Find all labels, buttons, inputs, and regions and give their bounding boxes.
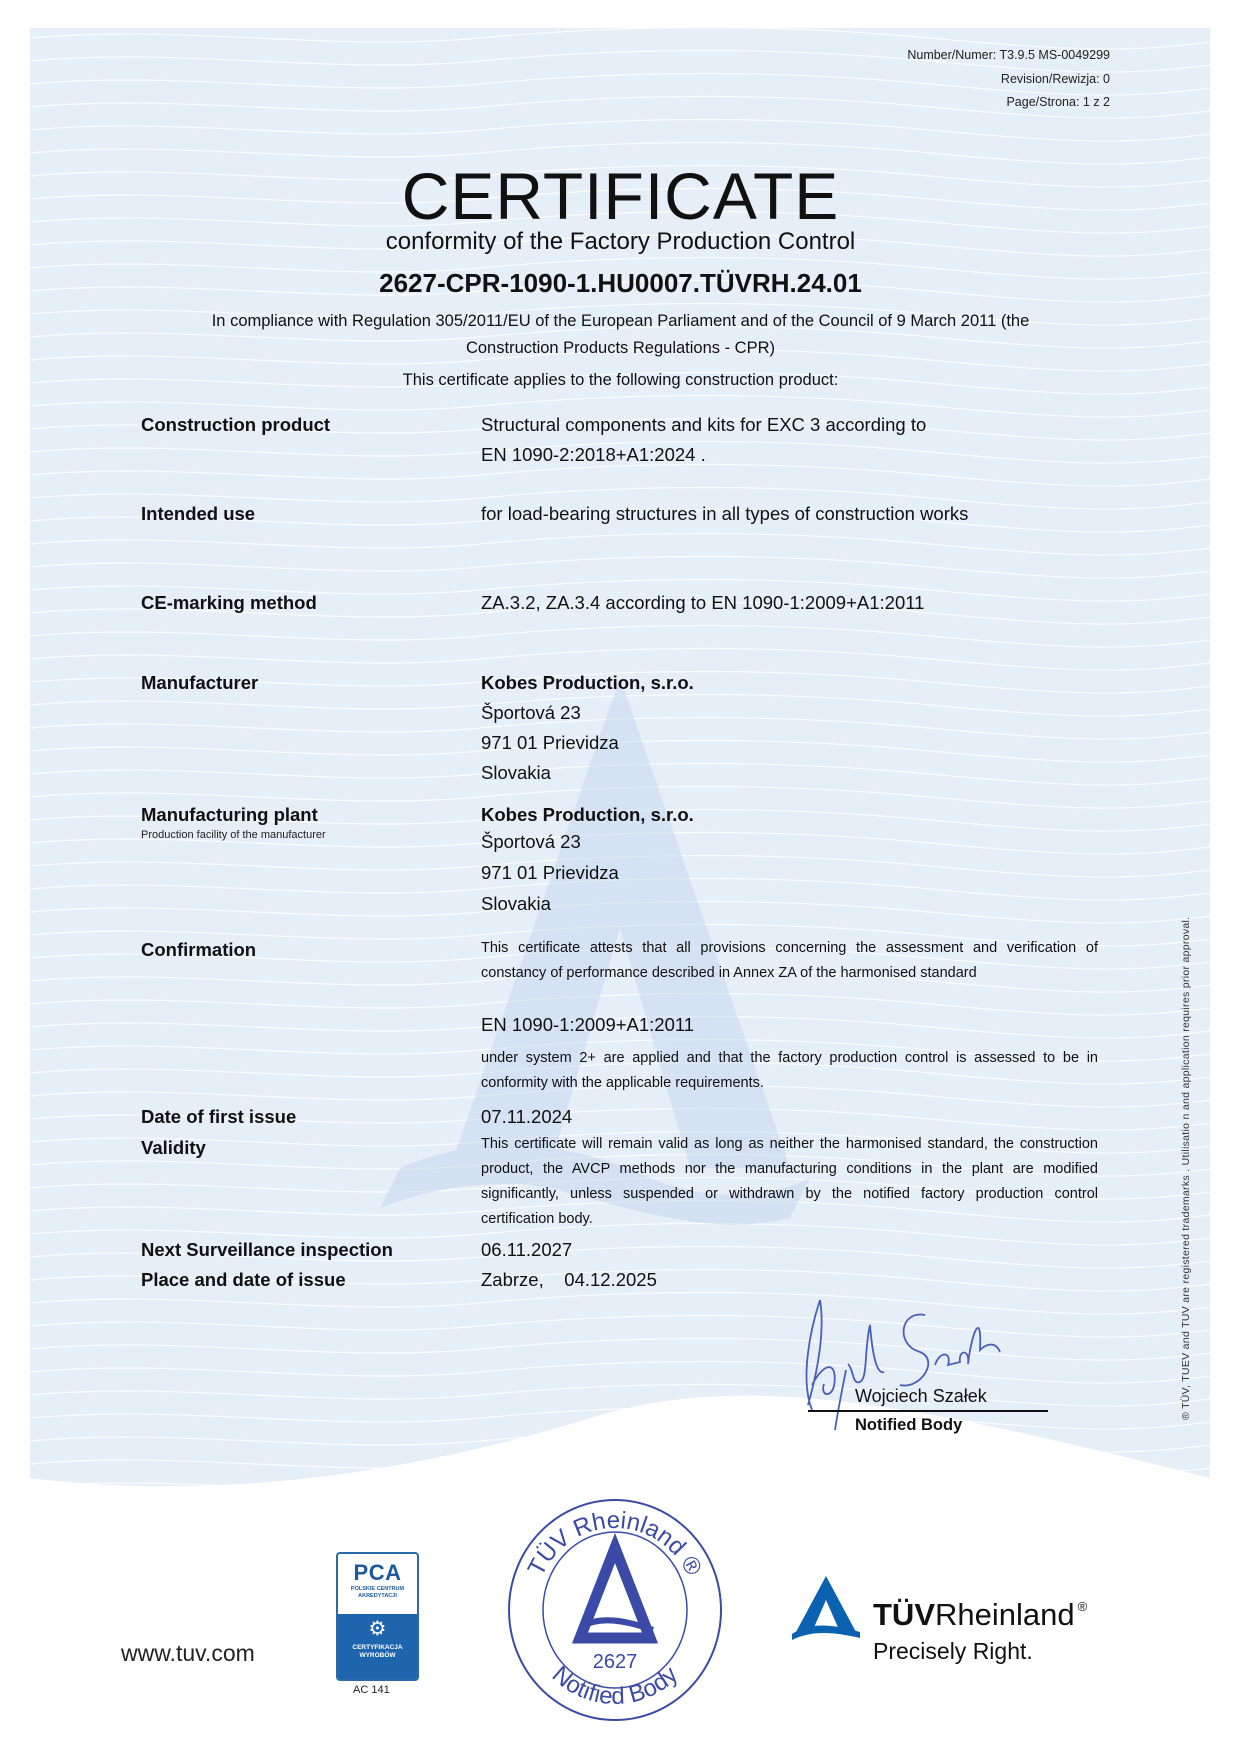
tuv-brand-triangle-icon: [790, 1574, 862, 1640]
confirmation-label: Confirmation: [141, 939, 257, 960]
plant-street: Športová 23: [481, 831, 581, 852]
intended-use-label: Intended use: [141, 503, 256, 524]
notified-body-seal: [505, 1498, 725, 1723]
intended-use-value: for load-bearing structures in all types of construction works: [481, 503, 969, 524]
plant-name: Kobes Production, s.r.o.: [481, 804, 694, 825]
page-subtitle: conformity of the Factory Production Control: [385, 228, 856, 255]
manufacturing-plant-label: Manufacturing plant: [141, 804, 318, 825]
trademark-notice: ® TÜV, TUEV and TUV are registered trademarks . Utilisatio n and application requires prior approval.: [1180, 916, 1192, 1420]
manufacturer-street: Športová 23: [481, 702, 581, 723]
confirmation-text: This certificate attests that all provisions concerning the assessment and verification of constancy of performance described in Annex ZA of the harmonised standard: [481, 940, 1098, 981]
pca-logo-word: PCA: [353, 1560, 402, 1585]
compliance-text-line1: In compliance with Regulation 305/2011/EU of the European Parliament and of the Council of 9 March 2011 (the: [211, 312, 1030, 330]
plant-country: Slovakia: [481, 893, 551, 914]
signatory-name: Wojciech Szałek: [855, 1386, 987, 1406]
plant-city: 971 01 Prievidza: [481, 862, 619, 883]
signatory-role: Notified Body: [855, 1416, 963, 1434]
first-issue-label: Date of first issue: [141, 1106, 297, 1127]
website-link[interactable]: www.tuv.com: [121, 1640, 255, 1666]
ce-marking-value: ZA.3.2, ZA.3.4 according to EN 1090-1:2009+A1:2011: [481, 592, 925, 613]
tuv-wordmark-regular: Rheinland: [935, 1597, 1075, 1632]
seal-top-text: TÜV Rheinland ®: [522, 1506, 708, 1581]
manufacturing-plant-sublabel: Production facility of the manufacturer: [141, 829, 326, 841]
revision-number: Revision/Rewizja: 0: [1000, 72, 1110, 86]
next-surveillance-label: Next Surveillance inspection: [141, 1239, 393, 1260]
construction-product-value-line1: Structural components and kits for EXC 3 according to: [481, 414, 927, 435]
validity-text: This certificate will remain valid as long as neither the harmonised standard, the construction product, the AVCP methods nor the manufacturing conditions in the plant are modified significantly, unless suspended or withdrawn by the notified factory production control certification body.: [481, 1136, 1098, 1227]
seal-number: 2627: [592, 1651, 638, 1673]
next-surveillance-date: 06.11.2027: [481, 1239, 573, 1260]
page-number: Page/Strona: 1 z 2: [1006, 95, 1110, 109]
certificate-code: 2627-CPR-1090-1.HU0007.TÜVRH.24.01: [379, 268, 862, 298]
registered-icon: ®: [1077, 1599, 1088, 1614]
manufacturer-city: 971 01 Prievidza: [481, 732, 619, 753]
validity-label: Validity: [141, 1137, 206, 1158]
manufacturer-name: Kobes Production, s.r.o.: [481, 672, 694, 693]
compliance-text-line2: Construction Products Regulations - CPR): [465, 339, 776, 357]
tuv-slogan: Precisely Right.: [873, 1638, 1033, 1664]
tuv-rheinland-wordmark: [873, 1597, 1087, 1633]
place-date-label: Place and date of issue: [141, 1269, 346, 1290]
applies-text: This certificate applies to the following construction product:: [402, 371, 839, 389]
pca-name-line1: POLSKIE CENTRUM: [350, 1586, 405, 1592]
pca-cert-line1: CERTYFIKACJA: [352, 1644, 403, 1651]
pca-cert-line2: WYROBÓW: [359, 1652, 396, 1659]
accreditation-number: AC 141: [353, 1684, 390, 1696]
construction-product-label: Construction product: [141, 414, 331, 435]
confirmation-text-2: under system 2+ are applied and that the factory production control is assessed to be in conformity with the applicable requirements.: [481, 1050, 1098, 1091]
certificate-number: Number/Numer: T3.9.5 MS-0049299: [907, 48, 1110, 62]
confirmation-standard: EN 1090-1:2009+A1:2011: [481, 1014, 695, 1035]
manufacturer-country: Slovakia: [481, 762, 551, 783]
pca-name-line2: AKREDYTACJI: [358, 1593, 397, 1599]
ce-marking-label: CE-marking method: [141, 592, 317, 613]
seal-bottom-text: Notified Body: [546, 1660, 684, 1711]
signature-line: [808, 1410, 1048, 1412]
manufacturer-label: Manufacturer: [141, 672, 259, 693]
place-date-value: Zabrze, 04.12.2025: [481, 1269, 657, 1290]
gears-icon: ⚙: [368, 1618, 387, 1640]
pca-accreditation-logo: [336, 1552, 419, 1681]
construction-product-value-line2: EN 1090-2:2018+A1:2024 .: [481, 444, 706, 465]
page-title: CERTIFICATE: [401, 159, 840, 233]
tuv-wordmark-bold: TÜV: [873, 1597, 935, 1632]
first-issue-date: 07.11.2024: [481, 1106, 573, 1127]
